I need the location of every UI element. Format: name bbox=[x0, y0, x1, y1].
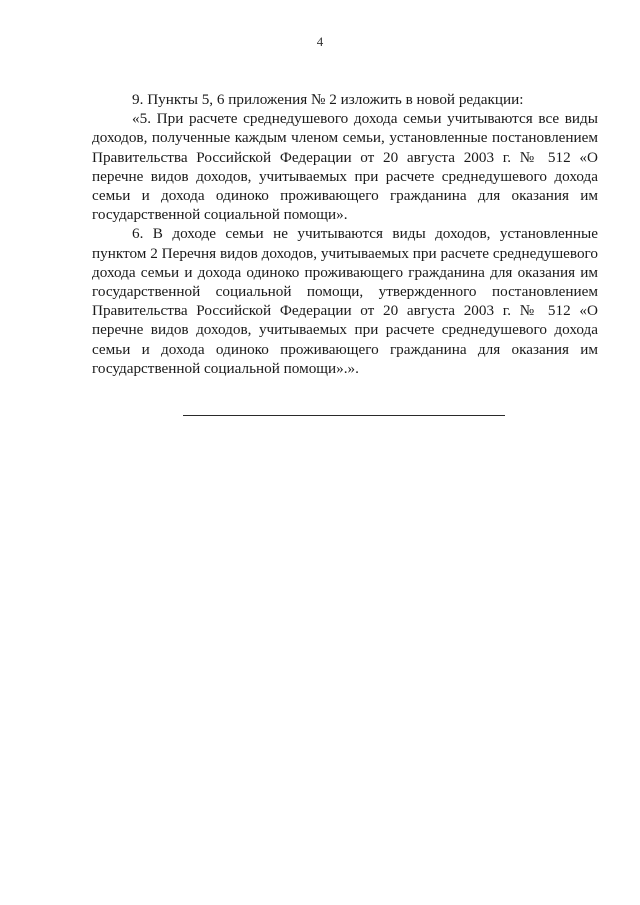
paragraph-clause-6: 6. В доходе семьи не учитываются виды доходов, установленные пунктом 2 Перечня видов доходов, учитываемых при расчете среднедушевого дохода семьи и дохода одиноко проживающего гражданина для оказания им государственной социальной помощи, утвержденного постановлением Правительства Российской Федерации от 20 августа 2003 г. № 512 «О перечне видов доходов, учитываемых при расчете среднедушевого дохода семьи и дохода одиноко проживающего гражданина для оказания им государственной социальной помощи».». bbox=[92, 225, 598, 377]
paragraph-clause-5: «5. При расчете среднедушевого дохода семьи учитываются все виды доходов, полученные каждым членом семьи, установленные постановлением Правительства Российской Федерации от 20 августа 2003 г. № 512 «О перечне видов доходов, учитываемых при расчете среднедушевого дохода семьи и дохода одиноко проживающего гражданина для оказания им государственной социальной помощи». bbox=[92, 110, 598, 224]
paragraph-item-9: 9. Пункты 5, 6 приложения № 2 изложить в новой редакции: bbox=[132, 91, 524, 108]
end-divider bbox=[183, 415, 505, 416]
document-body bbox=[92, 90, 598, 378]
page-number: 4 bbox=[316, 34, 324, 49]
